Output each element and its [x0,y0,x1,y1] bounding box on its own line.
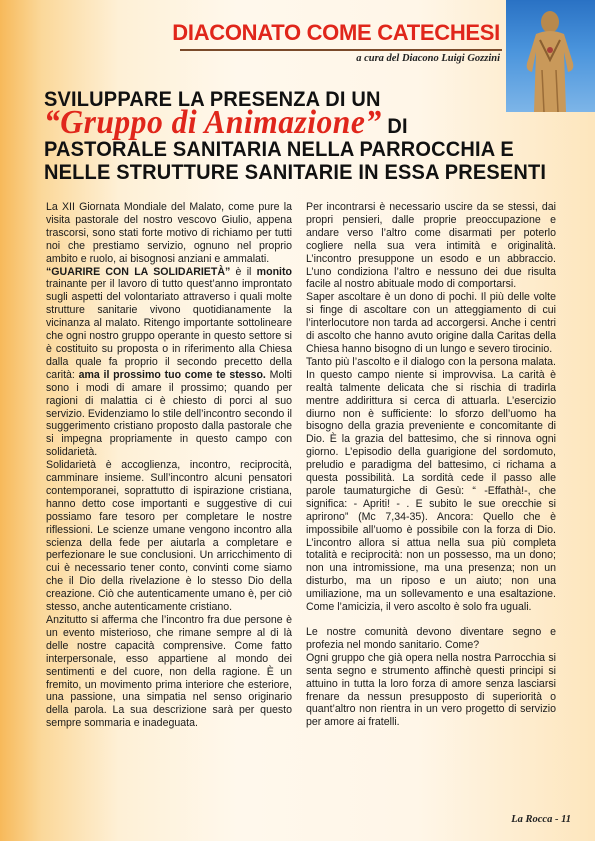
paragraph: La XII Giornata Mondiale del Malato, come pure la visita pastorale del nostro vescovo Giulio, appena trascorsi, sono stati forte motivo di richiamo per tutti noi che prestiamo servizio, ognuno nel proprio ambito e ruolo, ai bisognosi anziani e ammalati. [46,201,292,265]
title-line-2-suffix: DI [387,114,408,138]
paragraph: Le nostre comunità devono diventare segno e profezia nel mondo sanitario. Come? [306,626,556,651]
title-script-phrase: “Gruppo di Animazione” [44,104,382,141]
paragraph: Tanto più l’ascolto e il dialogo con la persona malata. In questo campo niente si improvvisa. La carità è realtà talmente delicata che si rischia di tradirla mentre addirittura si cerca di attuarla. L’esercizio diurno non è sufficiente: lo sforzo dell’uomo ha bisogno della grazia preveniente e concomitante di Dio. È la grazia del battesimo, che si rinnova ogni giorno. L’episodio della guarigione del sordomuto, preludio e paradigma del battesimo, ci richama a questa possibilità. La sordità cede il passo alle parole taumaturgiche di Gesù: “ -Effathà!-, che significa: - Apriti! - . E subito le sue orecchie si aprirono” (Mc 7,34-35). Ancora: Quello che è impossibile all’uomo è possibile con la forza di Dio. L’incontro allora si attua nella sua più completa totalità e reciprocità: non un possesso, ma un dono; non una intromissione, ma una presenza; non un disturbo, ma un riposo e un aiuto; non una umiliazione, ma un sollevamento e una esaltazione. Come l’amicizia, il vero ascolto è solo fra uguali. [306,355,556,614]
title-line-1: SVILUPPARE LA PRESENZA DI UN [44,87,381,111]
header-divider [180,49,502,51]
title-line-4: NELLE STRUTTURE SANITARIE IN ESSA PRESENTI [44,160,547,184]
text-column-right [306,201,556,729]
bold-phrase: monito [256,265,292,278]
article-title [44,87,547,184]
paragraph [46,266,292,460]
title-line-2 [44,104,528,141]
bold-phrase: “GUARIRE CON LA SOLIDARIETÀ” [46,265,231,278]
title-line-3: PASTORALE SANITARIA NELLA PARROCCHIA E [44,137,514,161]
paragraph: Ogni gruppo che già opera nella nostra Parrocchia si senta segno e strumento affinchè questi principi si attuino in tutta la loro forza di amore senza lasciarsi frenare da nessun presupposto di superiorità o quant’altro non rientra in un vero progetto di servizio per amore ai fratelli. [306,651,556,729]
paragraph: Saper ascoltare è un dono di pochi. Il più delle volte si finge di ascoltare con un atteggiamento di cui l’interlocutore non tarda ad accorgersi. Anche i centri di ascolto che hanno avuto origine dalla Caritas della Chiesa hanno bisogno di un lungo e severo tirocinio. [306,291,556,355]
paragraph-gap [306,614,556,626]
byline: a cura del Diacono Luigi Gozzini [356,53,500,64]
text-run: è il [230,265,257,278]
text-run: trainante per il lavoro di tutto quest’anno improntato sugli aspetti del volontariato attraverso i quali molte strutture sanitarie vivono quotidianamente la vicinanza al malato. Ritengo importante sottolineare che ogni nostro gruppo operante in questo settore si è costituito su proposta o in riferimento alla Chiesa dalla quale fa proprio il secondo precetto della carità: [46,278,292,381]
paragraph: Anzitutto si afferma che l’incontro fra due persone è un evento misterioso, che rimane sempre al di là delle nostre capacità comprensive. Come fatto interpersonale, esso appartiene al mondo dei sentimenti e del cuore, non della ragione. È un fremito, un movimento prima interiore che esteriore, una passione, una simpatia nel senso originario della parola. La sua descrizione sarà per questo sempre sommaria e inadeguata. [46,614,292,730]
section-title: DIACONATO COME CATECHESI [172,20,500,45]
paragraph: Per incontrarsi è necessario uscire da se stessi, dai propri pensieri, dalle proprie preoccupazione e andare verso l’altro come disarmati per poterlo cogliere nella sua vera intimità e originalità. L’incontro presuppone un esodo e un abbraccio. L’uno condiziona l’altro e nessuno dei due risulta facile al nostro abituale modo di comportarsi. [306,201,556,291]
bold-phrase: ama il prossimo tuo come te stesso. [78,368,266,381]
text-column-left [46,201,292,730]
text-run: Molti sono i modi di amare il prossimo; quando per ragioni di malattia ci è chiesto di porci al suo servizio. Evidenziamo lo stile dell’incontro secondo il suggerimento cristiano proposto dalla pastorale che si impegna propriamente in questo campo con solidarietà. [46,368,292,459]
page-footer: La Rocca - 11 [511,814,571,825]
paragraph: Solidarietà è accoglienza, incontro, reciprocità, camminare insieme. Sull’incontro alcuni pensatori contemporanei, soprattutto di ispirazione cristiana, hanno detto cose importanti e suggestive di cui possiamo fare tesoro per completare le nostre riflessioni. Le scienze umane vengono incontro alla scienza della fede per aiutarla a completare e perfezionare le sue conclusioni. Un arricchimento di cui è necessario tener conto, convinti come siamo che il Dio della rivelazione è lo stesso Dio della creazione. Ciò che autenticamente umano è, per ciò stesso, anche autenticamente cristiano. [46,459,292,614]
